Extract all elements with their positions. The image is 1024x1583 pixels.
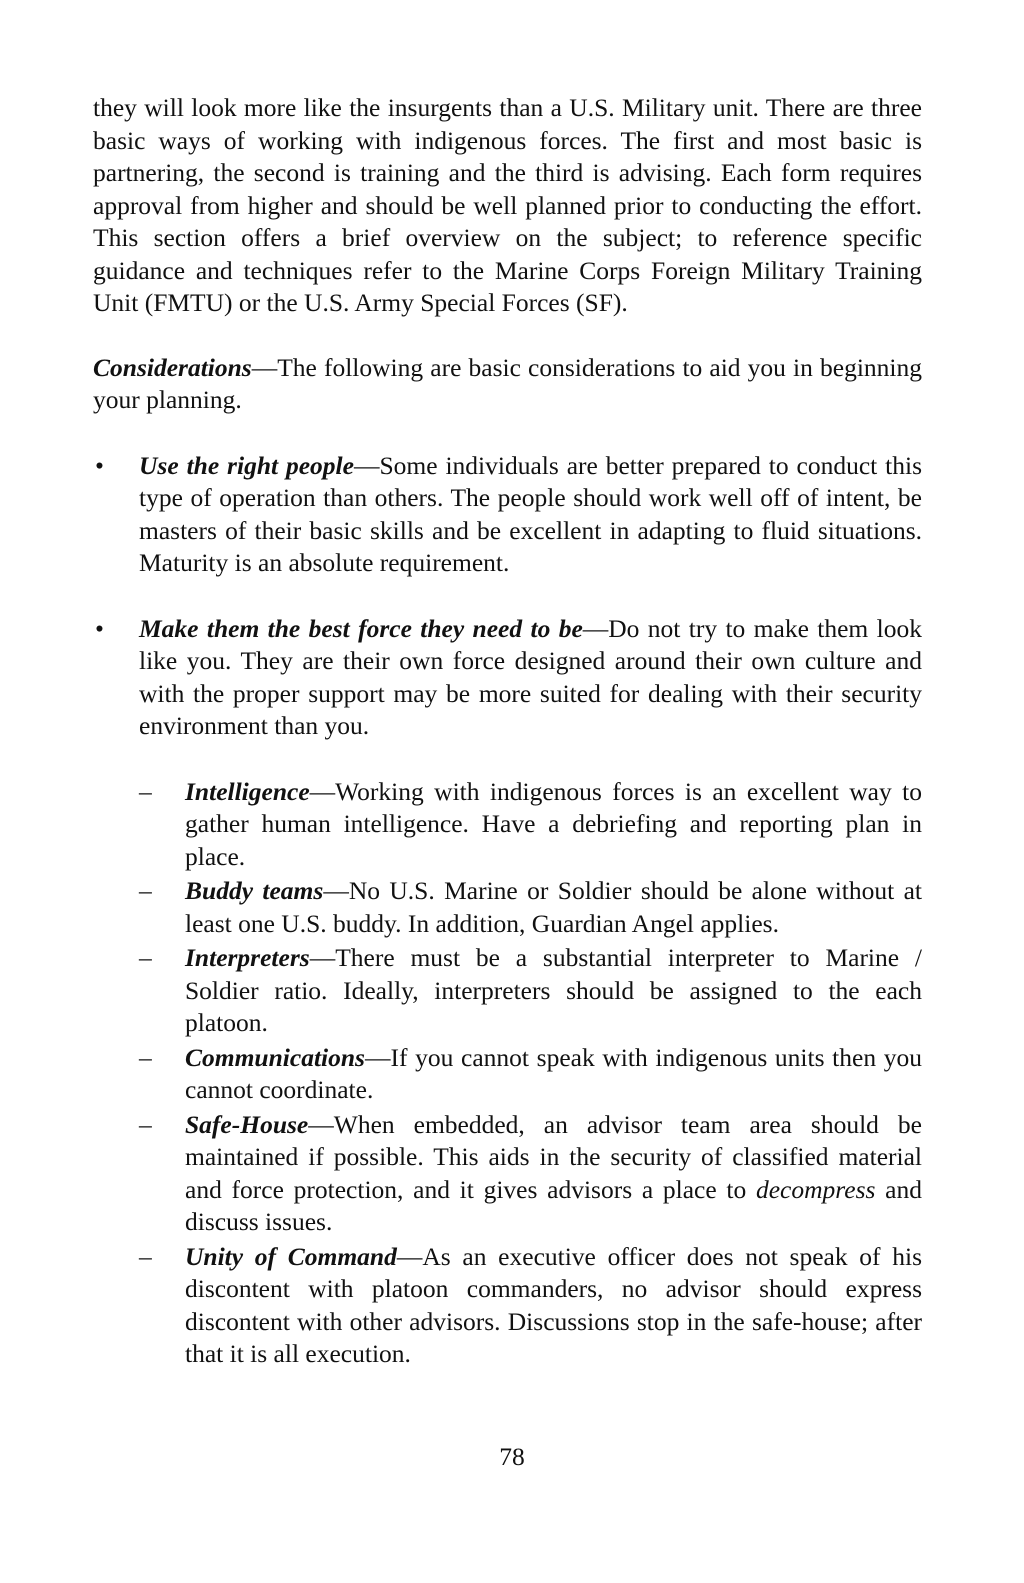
considerations-paragraph — [93, 352, 922, 417]
considerations-text: —The following are basic considerations to aid you in beginning your planning. — [93, 352, 922, 414]
sub-item-term: Buddy teams — [185, 876, 324, 905]
intro-paragraph: they will look more like the insurgents than a U.S. Military unit. There are three basic ways of working with indigenous forces. The first and most basic is partnering, the second is training and the third is advising. Each form requires approval from higher and should be well planned prior to conducting the effort. This section offers a brief overview on the subject; to reference specific guidance and techniques refer to the Marine Corps Foreign Military Training Unit (FMTU) or the U.S. Army Special Forces (SF). — [93, 93, 922, 317]
sub-item-term: Unity of Command — [185, 1241, 397, 1271]
sub-item-intelligence — [138, 776, 922, 874]
dash-marker: – — [139, 776, 152, 806]
sub-item-body — [185, 875, 922, 940]
sub-item-communications — [138, 1042, 922, 1107]
dash-marker: – — [139, 943, 152, 972]
bullet-marker: • — [95, 450, 104, 480]
bullet-term: Use the right people — [139, 450, 354, 480]
bullet-body — [139, 613, 922, 743]
sub-item-buddy-teams — [138, 875, 922, 940]
dash-marker: – — [139, 1109, 152, 1139]
sub-item-body — [185, 1109, 922, 1239]
sub-item-term: Safe-House — [185, 1109, 309, 1139]
sub-item-body — [185, 942, 922, 1040]
sub-item-text: —No U.S. Marine or Soldier should be alone without at least one U.S. buddy. In addition, Guardian Angel applies. — [185, 876, 922, 938]
sub-item-safe-house — [138, 1109, 922, 1239]
sub-item-interpreters — [138, 942, 922, 1040]
bullet-term: Make them the best force they need to be — [139, 613, 583, 643]
sub-item-unity-of-command — [138, 1241, 922, 1371]
sub-item-term: Intelligence — [185, 776, 310, 806]
sub-item-body — [185, 1042, 922, 1107]
sub-item-emphasis: decompress — [755, 1174, 876, 1204]
sub-item-text: —There must be a substantial interpreter to Marine / Soldier ratio. Ideally, interpreters should be assigned to the each platoon. — [185, 943, 922, 1037]
bullet-item-best-force — [93, 613, 922, 743]
considerations-term: Considerations — [93, 352, 252, 382]
bullet-text: —Some individuals are better prepared to conduct this type of operation than others. The people should work well off of intent, be masters of their basic skills and be excellent in adapting to fluid situations. Maturity is an absolute requirement. — [139, 450, 922, 577]
sub-item-term: Interpreters — [185, 943, 310, 972]
sub-item-text: —Working with indigenous forces is an excellent way to gather human intelligence. Have a debriefing and reporting plan in place. — [185, 776, 922, 871]
sub-item-term: Communications — [185, 1042, 365, 1072]
dash-marker: – — [139, 876, 152, 905]
sub-item-text: —If you cannot speak with indigenous units then you cannot coordinate. — [185, 1042, 922, 1104]
bullet-body — [139, 450, 922, 580]
bullet-item-right-people — [93, 450, 922, 580]
bullet-marker: • — [95, 613, 104, 643]
sub-item-body — [185, 776, 922, 874]
sub-item-list — [138, 776, 922, 1371]
sub-item-text-after: and discuss issues. — [185, 1174, 922, 1236]
dash-marker: – — [139, 1042, 152, 1072]
bullet-text: —Do not try to make them look like you. They are their own force designed around their own culture and with the proper support may be more suited for dealing with their security environment than you. — [139, 613, 922, 740]
dash-marker: – — [139, 1241, 152, 1271]
sub-item-text: —As an executive officer does not speak of his discontent with platoon commanders, no advisor should express discontent with other advisors. Discussions stop in the safe-house; after that it is all execution. — [185, 1241, 922, 1368]
page-number: 78 — [499, 1442, 525, 1471]
sub-item-text: —When embedded, an advisor team area should be maintained if possible. This aids in the security of classified material and force protection, and it gives advisors a place to — [185, 1109, 922, 1204]
sub-item-body — [185, 1241, 922, 1371]
